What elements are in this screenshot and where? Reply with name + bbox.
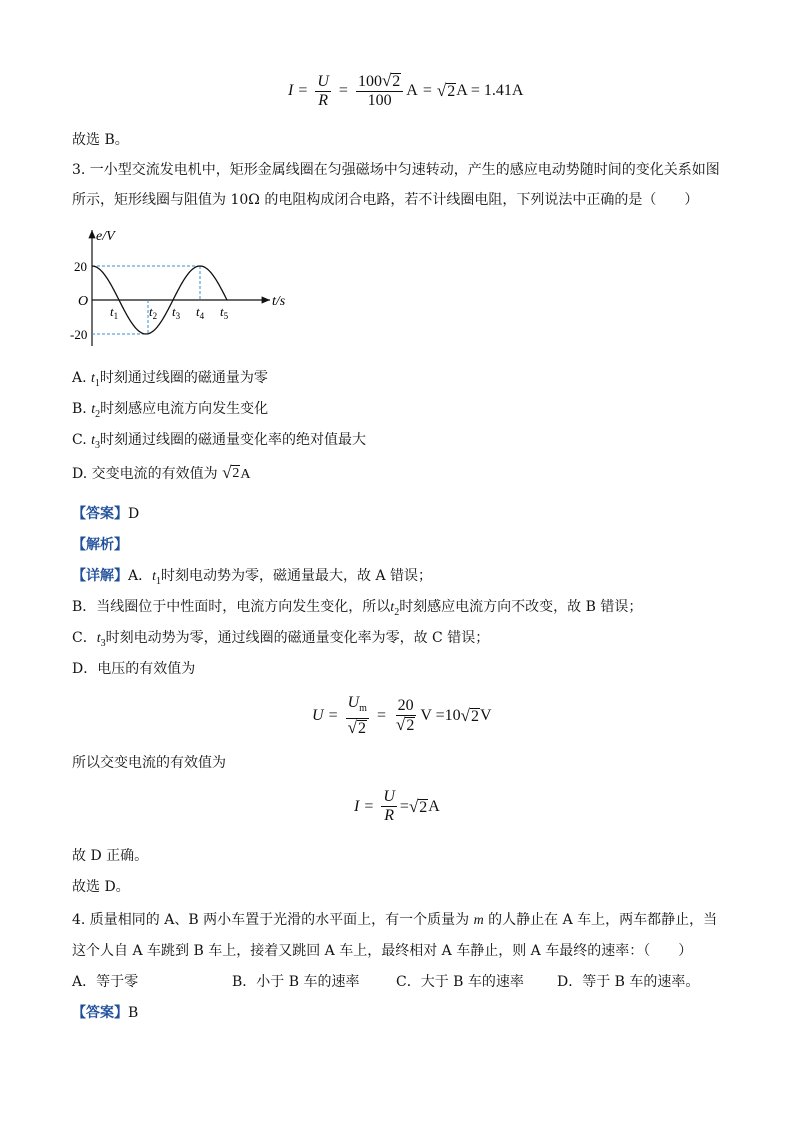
explanation-b: B．当线圈位于中性面时，电流方向发生变化，所以$t_2$时刻感应电流方向不改变，故 B 错误； xyxy=(72,599,643,618)
equation-current-2: I = $\frac{U}{R}$ = √ 2 A xyxy=(354,788,440,824)
q4-option-a: A．等于零 xyxy=(72,974,139,990)
explanation-a: 【详解】A．$t_1$时刻电动势为零，磁通量最大，故 A 错误； xyxy=(72,568,433,587)
option-c: C. $t_3$时刻通过线圈的磁通量变化率的绝对值最大 xyxy=(72,432,367,451)
q4-option-d: D．等于 B 车的速率。 xyxy=(557,974,700,990)
question-4-line-2: 这个人自 A 车跳到 B 车上，接着又跳回 A 车上，最终相对 A 车静止，则 A 车最终的速率：（ ） xyxy=(72,943,693,959)
answer-choice-prev: 故选 B。 xyxy=(72,132,129,148)
explanation-d: D．电压的有效值为 xyxy=(72,661,196,677)
emf-time-graph xyxy=(70,224,300,354)
y-tick-minus-20: -20 xyxy=(70,327,88,342)
tick-t2: $t_2$ xyxy=(149,304,158,321)
q4-option-b: B．小于 B 车的速率 xyxy=(232,974,360,990)
x-axis-label: t/s xyxy=(272,294,286,309)
equation-current-1: I = $\frac{U}{R}$ = 100 √ 2 100 A = √ 2 A = 1.41A xyxy=(288,71,524,109)
tick-t4: $t_4$ xyxy=(196,304,205,321)
d-correct-line: 故 D 正确。 xyxy=(72,848,149,864)
option-b: B. $t_2$时刻感应电流方向发生变化 xyxy=(72,401,269,420)
answer-4: 【答案】B xyxy=(72,1005,139,1021)
explanation-c: C．$t_3$时刻电动势为零，通过线圈的磁通量变化率为零，故 C 错误； xyxy=(72,630,490,649)
origin-label: O xyxy=(78,294,89,309)
answer-3: 【答案】D xyxy=(72,506,140,522)
option-a: A. $t_1$时刻通过线圈的磁通量为零 xyxy=(72,370,268,389)
question-3-line-2: 所示，矩形线圈与阻值为 10Ω 的电阻构成闭合电路，若不计线圈电阻，下列说法中正确的是（ ） xyxy=(72,192,699,208)
y-axis-label: e/V xyxy=(96,229,115,244)
option-d: D. 交变电流的有效值为 √ 2 A xyxy=(72,463,251,482)
question-3-line-1: 3. 一小型交流发电机中，矩形金属线圈在匀强磁场中匀速转动，产生的感应电动势随时间的变化关系如图 xyxy=(72,162,720,178)
analysis-heading: 【解析】 xyxy=(72,537,128,553)
question-4-line-1: 4. 质量相同的 A、B 两小车置于光滑的水平面上，有一个质量为 m 的人静止在 A 车上，两车都静止，当 xyxy=(72,912,718,928)
tick-t1: $t_1$ xyxy=(110,304,119,321)
equation-voltage: U = $U_m$ √ 2 = 20 √ 2 V =10 √ 2 V xyxy=(312,694,492,738)
effective-current-line: 所以交变电流的有效值为 xyxy=(72,755,226,771)
answer-choice-d: 故选 D。 xyxy=(72,879,130,895)
tick-t5: $t_5$ xyxy=(220,304,229,321)
tick-t3: $t_3$ xyxy=(172,304,181,321)
y-tick-20: 20 xyxy=(74,259,87,274)
q4-option-c: C．大于 B 车的速率 xyxy=(396,974,524,990)
